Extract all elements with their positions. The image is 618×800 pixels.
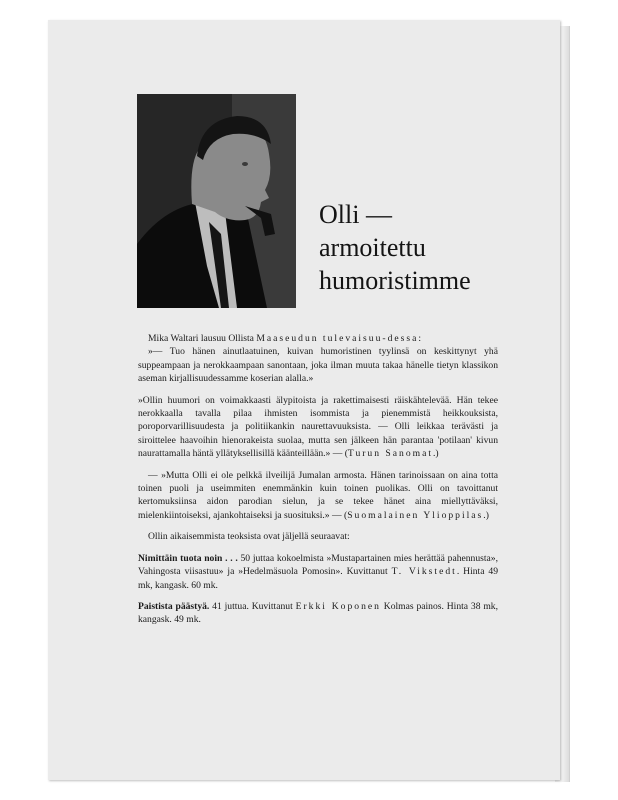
title-line-2: armoitettu — [319, 233, 426, 262]
book-1-text1: 50 juttaa kokoelmista »Mustapartainen mies herättää pahennusta», Vahingosta viisastuu» ja »Hedelmäsuola Pomosin». Kuvittanut — [138, 552, 498, 578]
title-line-1: Olli — — [319, 200, 392, 229]
quote-2-source: Turun Sanomat — [347, 448, 434, 460]
intro-source: Maaseudun tulevaisuu-dessa — [256, 333, 419, 344]
quote-3-source: Suomalainen Ylioppilas — [347, 509, 484, 521]
intro-text: Mika Waltari lausuu Ollista — [148, 333, 254, 344]
book-2 — [138, 600, 498, 627]
intro-colon: : — [418, 333, 422, 344]
book-2-text1: 41 juttua. Kuvittanut — [209, 600, 296, 612]
book-1-text2: . Hinta 49 mk, kangask. 60 mk. — [138, 566, 498, 591]
author-portrait-photo — [137, 94, 296, 308]
quote-3-end: .) — [483, 509, 489, 521]
title-line-3: humoristimme — [319, 266, 471, 295]
quote-3-text: — »Mutta Olli ei ole pelkkä ilveilijä Jumalan armosta. Hänen tarinoissaan on aina totta toinen puoli ja useimmiten enemmänkin kuin toinen puolikas. Olli on tavoittanut kertomuksiinsa aidon parodian sielun, ja se tekee hänet aina miellyttäväksi, mielenkiintoiseksi, ajankohtaiseksi ja suosituksi.» — ( — [138, 469, 498, 521]
quote-3-paragraph — [138, 469, 498, 523]
quote-2-text: »Ollin huumori on voimakkaasti älypitoista ja rakettimaisesti räiskähtelevää. Hän tekee nerokkaalla tavalla pilaa ihmisten isommista ja pienemmistä heikkouksista, poroporvarillisuudesta ja politiikankin naurettavuuksista. — Olli leikkaa terävästi ja siroittelee haavoihin hienorakeista suolaa, mutta sen jälkeen hän parantaa 'potilaan' kivun naurattamalla häntä yllätyksellisillä käänteillään.» — ( — [138, 394, 498, 460]
book-2-text2: Kolmas painos. Hinta 38 mk, kangask. 49 mk. — [138, 600, 498, 626]
document-page — [48, 20, 560, 780]
book-1 — [138, 552, 498, 592]
earlier-works-text: Ollin aikaisemmista teoksista ovat jäljellä seuraavat: — [148, 531, 350, 543]
quote-2-end: .) — [433, 448, 439, 460]
intro-paragraph — [138, 332, 498, 386]
portrait-icon — [137, 94, 296, 308]
page-title — [319, 198, 559, 297]
book-1-illustrator: T. Vikstedt — [391, 566, 457, 578]
article-body — [138, 332, 498, 635]
quote-2-paragraph — [138, 394, 498, 461]
earlier-works-heading — [138, 530, 498, 543]
book-2-title: Paistista päästyä. — [138, 600, 210, 612]
book-2-illustrator: Erkki Koponen — [295, 600, 381, 612]
book-1-title: Nimittäin tuota noin . . . — [138, 552, 238, 564]
quote-1: »— Tuo hänen ainutlaatuinen, kuivan humoristinen tyylinsä on keskittynyt yhä suppeampaan ja nerokkaampaan sanontaan, joka ilman muuta takaa hänelle tietyn klassikon aseman kirjallisuudessamme koserian alalla.» — [138, 346, 498, 385]
